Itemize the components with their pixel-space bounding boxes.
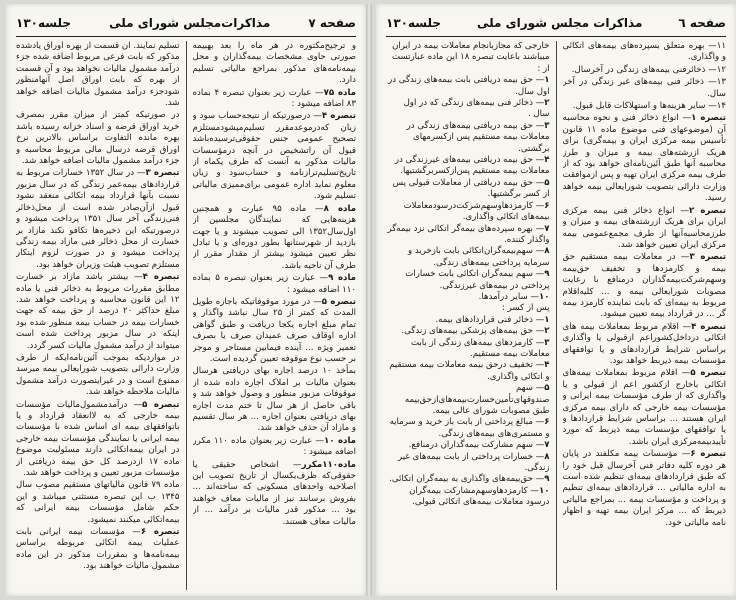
paragraph-text: — درصورتیکه از نتیجه‌حساب سود و زیان که‌درموعدمقرر تسلیم‌میشودمستلزم تصحیح عمومی جنس حقوقی‌ترسیده‌باشد قبول آن‌ راتشخیص در آنچه درمؤسسات مالیات مذکور به آنست که طرف یکماه از تاریخ‌تسلیم‌ترازنامه و حساب‌سود و زیان‌ معلوم‌ نماید اداره عمومی برای‌ممیزی مالیاتی تسلیم شود. (192, 111, 356, 202)
right-page-right-column (386, 41, 550, 590)
right-page-columns (386, 41, 726, 590)
list-item (386, 303, 550, 314)
right-page-left-column (563, 41, 727, 590)
list-item-text: — تخفیف درحق بیمه معاملات بیمه مستقیم و اتکائی واگذاری. (389, 360, 550, 382)
list-item (386, 360, 550, 383)
paragraph (16, 110, 180, 167)
list-item-text: پس از کسر : (502, 303, 550, 314)
paragraph (563, 252, 727, 320)
list-item (386, 75, 550, 98)
paragraph (563, 101, 727, 112)
list-item-number: ۴ (544, 360, 550, 371)
list-item-number: ۵ (544, 383, 550, 394)
list-item-number: ۱۰ (539, 291, 550, 302)
paragraph-text: — در سال ۱۳۵۲ خسارات مربوط به قراردادهای بیمه‌عمر زندگی که در سال مزبور نسبت بآنها قرارداد بیمه اتکائی منعقد نشود قبول ازآن‌صادر شده است از محل‌ذخائر فنی‌زندگی آخر سال ۱۳۵۱ پرداخت میشود و درصورتیکه این ذخیره‌ها تکافو نکند مازاد بر خسارت از محل ذخائر فنی مازاد بیمه زندگی پرداخت میشود و در صورت لزوم اینکار مستلزم تصویب‌ هیئت وزیران خواهد بود. (16, 168, 180, 270)
paragraph-text: تسلیم نمایند. آن قسمت از بهره اوراق یادشده مذکور که بابت فرعی مربوط اضافه شده جزء درآمد مشمول مالیات نخواهد بود و آن قسمت از بهره که بابت اوراق اصل آنهامنظور شودجزء درآمد مشمول مالیات اضافه خواهد شد. (16, 41, 180, 109)
paragraph (193, 41, 357, 87)
list-item-text: — سایر درآمدها. (478, 291, 539, 302)
list-item (386, 98, 550, 121)
paragraph-lead: تبصره ۵ (690, 368, 726, 379)
list-item (386, 417, 550, 440)
paragraph (16, 272, 180, 352)
paragraph (193, 366, 357, 434)
list-item-text: — سهم‌بیمه‌گران‌اتکائی بابت بازخرید و سرمایه پرداختی بیمه‌های زندگی. (407, 246, 550, 268)
left-page-header (16, 12, 356, 34)
paragraph (563, 322, 727, 368)
paragraph-text: — مؤسسات بیمه مکلفند در پایان هر دوره کلیه دفاتر فنی آخرسال قبل خود را که طبق قراردادهای بیمه‌ای تنظیم شده است به اداره مالیاتی ... قراردادهای بیمه‌ای تنظیم و پرداخت و مؤسسات بیمه ... بمراجع مالیاتی ذیربط که ... مرکز ایران بیمه تهیه و اظهار نامه مالیاتی خود. (562, 449, 726, 528)
paragraph-lead: ماده۱۱۰مکرر (301, 459, 356, 470)
paragraph-lead: تبصره ۶ (690, 449, 726, 460)
paragraph-text: — عبارت زیر بعنوان تبصره ۴ بماده ۸۳ اضافه میشود : (192, 87, 356, 110)
paragraph-lead: ماده ۸ (323, 203, 356, 214)
right-page-title: مذاکرات مجلس شورای ملی (477, 16, 643, 30)
list-item (386, 452, 550, 475)
paragraph-text: ۱۱— بهره متعلق بسپرده‌های بیمه‌های اتکائی و واگذاری. (562, 41, 726, 63)
right-page-session: جلسه‌۱۳۰ (386, 16, 442, 30)
paragraph (193, 88, 357, 111)
column-divider (186, 41, 187, 590)
list-item-text: — سهم بیمه‌گران اتکائی بابت خسارات پرداختی در بیمه‌های غیرزندگی. (405, 269, 550, 291)
paragraph-text: در مواردیکه بموجب آئین‌نامه‌ایکه از طرف وزارت دارائی بتصویب شورایعالی بیمه میرسد ممنوع است و در غیراینصورت درآمد مشمول مالیات ملاحظه خواهد شد. (16, 352, 180, 398)
list-item (386, 155, 550, 178)
list-item (386, 41, 550, 75)
paragraph (193, 436, 357, 459)
list-item-text: — حق بیمه دریافتی بابت بیمه‌های زندگی در اول سال. (388, 75, 550, 97)
list-item-text: — کارمزدهاوسهم‌شرکت‌درسودمعاملات بیمه‌های اتکائی واگذاری. (403, 200, 550, 223)
list-item-number: ۱ (544, 314, 550, 325)
paragraph (16, 527, 180, 573)
left-page-left-column (193, 41, 357, 590)
right-header-rule (386, 36, 726, 37)
list-item-number: ۸ (544, 451, 550, 462)
right-page-number: صفحه ٦ (678, 16, 726, 30)
list-item-number: ۶ (544, 200, 550, 211)
list-item-text: — حق بیمه دریافتی بیمه‌های زندگی در معاملات بیمه مستقیم پس ازکسرمهای برگشتی. (406, 120, 550, 154)
list-item-number: ۴ (544, 155, 550, 166)
list-item-text: — خسارات پرداختی از بابت بیمه‌های غیر زندگی. (397, 451, 550, 474)
paragraph (563, 449, 727, 529)
paragraph (193, 460, 357, 528)
paragraph-text: — بیشتر باشد مازاد بر خسارت مطابق مقررات مربوط به ذخائر فنی یا ماده ۱۲ این قانون محاسبه و پرداخت خواهد شد. مبلغ حداکثر ۲۰ درصد از حق بیمه که جهت خسارات بیمه در حساب بیمه منظور شده بود اینکه در سال مزبور پرداخت شده است میتواند از درآمد مشمول مالیات کسر گردد. (16, 272, 180, 351)
paragraph (563, 65, 727, 76)
list-item-text: — سهم صندوقهای‌تأمین‌خسارت‌بیمه‌های‌ازحق‌بیمه طبق‌ مصوبات‌ شورای‌ عالی بیمه. (404, 383, 550, 416)
list-item-number: ۹ (544, 474, 550, 485)
paragraph-text: — در معاملات بیمه مستقیم حق بیمه و کارمزدها و تخفیف حق‌بیمه وسهم‌شرکت‌بیمه‌گذاران درمنافع با رعایت مصوبات شورایعالی بیمه و ... کلیه‌اقلام مربوط به بیمه‌ای که بابت نماینده کارمزد بیمه گر ... در قرارداد بیمه تعیین میشود. (562, 252, 726, 320)
list-item-text: — کارمزدهاوسهم‌مشارکت بیمه‌گران درسود معاملات بیمه‌های اتکائی قبولی. (409, 485, 550, 508)
paragraph (193, 204, 357, 272)
list-item-number: ۳ (544, 120, 550, 131)
paragraph-text: — اشخاص حقیقی یا حقوقی‌که ظرف‌یکسال از تاریخ تصویب این اصلاحیه واحدهای مسکونی که ساخته‌اند ... بفروش برسانند نیز از مالیات معاف خواهند بود ... مذکور قدر مالیات بر درآمد ... از مالیات معاف هستند. (192, 459, 356, 527)
paragraph-text: — در مورد موقوفاتیکه باجاره طویل المدت که کمتر از ۲۵ سال نباشد واگذار و تمام مبلغ اجاره‌ یکجا دریافت و طبق گواهی اداره اوقاف صرف عمیدان‌ صرف یا بصرف تعمیر ویژه ... آینده فیمابین مستاجر و موجر بر حسب نوع موقوفه تعیین گردیده است. (192, 296, 356, 364)
paragraph (16, 168, 180, 271)
paragraph-lead: تبصره ۵ (142, 399, 180, 410)
paragraph (16, 41, 180, 109)
paragraph-lead: تبصره ۴ (691, 321, 726, 332)
paragraph (16, 480, 180, 526)
list-item-number: ۷ (544, 223, 550, 234)
paragraph-lead: تبصره ۶ (140, 527, 180, 538)
list-item (386, 201, 550, 224)
left-page-number: صفحه ۷ (308, 16, 356, 30)
left-page (6, 4, 366, 596)
paragraph-lead: تبصره ۱ (691, 113, 726, 124)
right-page-header (386, 12, 726, 34)
paragraph-text: بمأخذ ۱۰ درصد اجاره بهای دریافتی هرسال بعنوان مالیات بر املاک اجاره داده شده از موقوفات مزبور منظور و وصول خواهد شد و باقی حاصل از هر سال تا ختم مدت اجاره بهای دریافتی بعنوان اجاره ... هر سال تقسیم و مازاد آن حذف خواهد شد. (192, 366, 356, 434)
paragraph (563, 206, 727, 252)
list-item (386, 269, 550, 292)
paragraph-lead: تبصره ۲ (689, 205, 726, 216)
list-item-text: — حق‌بیمه‌های واگذاری به بیمه‌گران اتکائی. (389, 474, 545, 485)
list-item (386, 224, 550, 247)
list-item (386, 326, 550, 337)
list-item (386, 121, 550, 155)
book-gutter (366, 4, 372, 596)
paragraph (16, 353, 180, 399)
left-header-rule (16, 36, 356, 37)
paragraph-lead: ماده ۱۰ (324, 435, 356, 446)
list-item (386, 383, 550, 417)
paragraph-text: — درآمدمشمول‌مالیات‌ مؤسسات بیمه خارجی که به ‌لاانعقاد قرارداد و یا باتوافقهای بیمه ای اساس شده با مؤسسات بیمه ایرانی یا نمایندگی مؤسسات بیمه خارجی در ایران بیمه‌اتکائی دارند مسئولیت موضوع ماده ۱۷ ازدرصد کل حق بیمه دریافتی از مؤسسات مزبور تعیین و پرداخت خواهد شد. (16, 399, 180, 479)
paragraph-text: — اقلام مربوط بمعاملات بیمه‌ های اتکائی درداخل‌کشور‌اعم ازقبولی یا واگذاری براساس شرایط قراردادهای و یا توافقهای مؤسسات بیمه ذیربط خواهد بود. (562, 321, 726, 366)
paragraph-text: — عبارت زیر بعنوان تبصره ۵ بماده ۱۱۰ اضافه میشود : (192, 273, 356, 295)
list-item (386, 338, 550, 361)
list-item-number: ۷ (544, 440, 550, 451)
list-item-text: — بهره سپرده‌های بیمه‌گر اتکائی نزد بیمه‌گر واگذار کننده. (387, 223, 550, 245)
paragraph (563, 41, 727, 64)
list-item (386, 440, 550, 451)
paragraph (193, 273, 357, 296)
left-page-columns (16, 41, 356, 590)
paragraph-lead: تبصره ۵ (321, 296, 356, 307)
paragraph (563, 368, 727, 448)
paragraph-text: ۱۴— سایر هزینه‌ها و استهلاکات قابل قبول. (572, 101, 726, 112)
list-item (386, 315, 550, 326)
list-item (386, 292, 550, 303)
list-item (386, 486, 550, 509)
list-item-text: — حق بیمه دریافتی بیمه‌های غیرزندگی در معاملات بیمه مستقیم پس‌ازکسربرگشتیها. (394, 155, 550, 177)
paragraph-lead: تبصره ۴ (142, 272, 180, 283)
paragraph-lead: ماده ۹ (328, 273, 356, 284)
list-item-number: ۵ (544, 177, 550, 188)
list-item (386, 246, 550, 269)
paragraph (193, 297, 357, 365)
list-item-text: — ذخائر فنی قراردادهای بیمه. (435, 314, 545, 325)
paragraph-text: ماده ۷۹ قانون مالیاتهای مستقیم مصوب سال ۱۳۴۵ ب این تبصره مستثنی میباشد و این حکم شامل مؤسسات بیمه ایرانی که بیمه‌اتکائی میکنند نمیشود. (16, 480, 180, 525)
paragraph-text: — اقلام مربوط بمعاملات بیمه‌های اتکائی باخارج ازکشور اعم از قبولی و یا واگذاری که از طرف مؤسسات بیمه ایرانی و مؤسسات بیمه خارجی که دارای بیمه مرکزی ایران هستند ... براساس شرایط قراردادها و یا توافقهای مؤسسات بیمه ذیربط که مورد تأییدبیمه‌مرکزی ایران باشد. (562, 368, 726, 447)
list-item-text: — مبالغ پرداختی از بابت باز خرید و سرمایه و مستمری‌های بیمه‌های زندگی. (389, 417, 550, 439)
list-item-number: ۸ (544, 246, 550, 257)
paragraph-text: — انواع ذخائر فنی و نحوه محاسبه آن (موضوعهای فنی موضوع ماده ۱۱ قانون تأسیس بیمه مرکزی ایران و بیمه‌گری) برای هریک ازرشته‌های بیمه و میزان و طرز محاسبه آنها طبق آئین‌نامه‌ای خواهد بود که از طرف بیمه مرکزی ایران تهیه و پس ازموافقت وزارت دارائی بتصویب شورایعالی بیمه خواهد رسید. (562, 113, 726, 204)
paragraph-lead: تبصره ۳ (145, 168, 180, 179)
list-item (386, 178, 550, 201)
list-item-text: — حق بیمه دریافتی از معاملات قبولی پس از کسر برگشتیها. (392, 177, 550, 200)
left-page-right-column (16, 41, 180, 590)
list-item-number: ۲ (544, 98, 550, 109)
paragraph-text: ۱۲— ذخائرفنی بیمه‌های زندگی در آخرسال. (571, 64, 726, 75)
list-item-text: — سهم مشارکت بیمه‌گذاران درمنافع. (408, 440, 545, 451)
right-page (376, 4, 736, 596)
list-item-text: خارجی که مجازبانجام معاملات بیمه در ایران میباشند باعایت تبصره ۱۸ این ماده عبارتست از : (392, 41, 550, 74)
paragraph-text: و ترجیح‌مکتوره در هر ماه را بعد بهبیمه صورتی حاوی مشخصات بیمه‌گذاران و محل بیمه‌نامه‌های مذکور بمراجع مالیاتی تسلیم دارد. (192, 41, 356, 86)
paragraph (563, 113, 727, 204)
list-item-number: ۶ (544, 417, 550, 428)
paragraph-text: ۱۳— ذخائر فنی بیمه‌های غیر زندگی در آخر سال. (562, 77, 726, 99)
left-page-title: مذاکرات‌مجلس شورای ملی (109, 16, 271, 30)
list-item-number: ۱ (544, 75, 550, 86)
paragraph-lead: تبصره ۴ (321, 111, 356, 122)
paragraph-text: — مؤسسات بیمه ایرانی بابت عملیات بیمه اتکائی مربوطه براساس بیمه‌نامه‌ها و بمقررات مذکور در این ماده مشمول مالیات خواهند بود. (16, 527, 180, 572)
list-item-text: — کارمزدهای بیمه‌های زندگی از بابت معاملات بیمه مستقیم. (410, 337, 550, 359)
paragraph (193, 111, 357, 202)
list-item-number: ۹ (544, 269, 550, 280)
paragraph-text: — انواع ذخائر فنی بیمه مرکزی ایران برای هریک ازرشته‌های بیمه و میزان و طرزمحاسبه‌آنها از طرف مجمع‌عمومی بیمه مرکزی ایران تعیین خواهد شد. (562, 205, 726, 250)
list-item-text: — حق بیمه‌های پزشکی بیمه‌های زندگی. (401, 326, 545, 337)
column-divider (556, 41, 557, 590)
left-page-session: جلسه‌۱۳۰ (16, 16, 72, 30)
paragraph-lead: ماده ۷۵ (323, 87, 356, 98)
paragraph (563, 77, 727, 100)
list-item (386, 474, 550, 485)
paragraph-text: — ماده ۹۵ عبارت و همچنین هزینه‌هایی‌ که‌ ‌ ‌نمایندگان‌ مجلسین از اول‌سال‌۱۳۵۲ الی تصویب میشوند و یا جهت بازدید از شهرستانها بطور دوره‌ای و یا تبادل نظر تعیین میشود بیشتر از مقدار مقرر از طرف آن ناحیه باشد. (192, 203, 356, 271)
list-item-text: — ذخائر فنی بیمه‌های زندگی که در اول سال . (403, 98, 550, 120)
list-item-number: ۲ (544, 326, 550, 337)
list-item-number: ۳ (544, 337, 550, 348)
list-item-number: ۱۰ (539, 485, 550, 496)
paragraph (16, 400, 180, 480)
paragraph-text: در صورتیکه کمتر از میزان مقرر بمصرف خرید اوراق قرضه و اسناد خزانه رسیده باشد بهره مانده التفاوت براساس بالاترین نرخ اوراق قرضه درسال مالی مربوط محاسبه و جزء درآمد مشمول مالیات اضافه خواهد شد. (16, 110, 180, 167)
paragraph-text: — عبارت زیر بعنوان ماده ۱۱۰ مکرر اضافه میشود : (192, 435, 356, 458)
paragraph-lead: تبصره ۳ (689, 252, 726, 263)
